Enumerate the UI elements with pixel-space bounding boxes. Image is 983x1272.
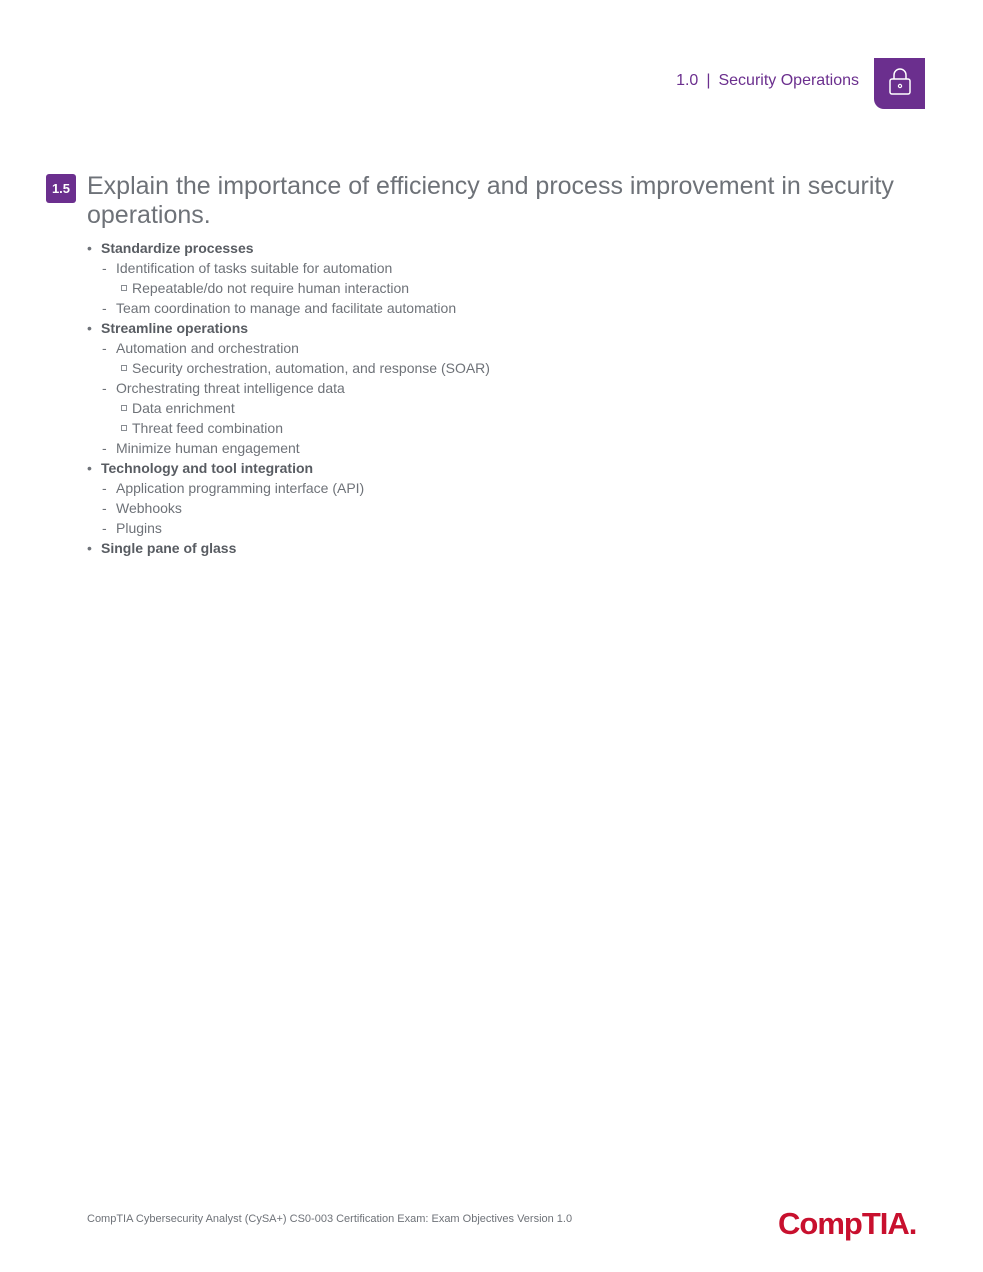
footer-text: CompTIA Cybersecurity Analyst (CySA+) CS0-003 Certification Exam: Exam Objectives Version 1.0 [87, 1213, 573, 1225]
outline-item-level-1: • Technology and tool integration [87, 458, 787, 478]
page-header [676, 72, 859, 90]
outline-item-level-3: Threat feed combination [87, 418, 787, 438]
outline-item-level-3: Repeatable/do not require human interaction [87, 278, 787, 298]
objective-number-badge: 1.5 [46, 174, 76, 203]
outline-item-level-2: - Team coordination to manage and facilitate automation [87, 298, 787, 318]
comptia-logo: CompTIA. [778, 1206, 917, 1241]
outline-item-level-1: • Standardize processes [87, 238, 787, 258]
lock-icon [887, 66, 913, 101]
objective-title: Explain the importance of efficiency and process improvement in security operations. [87, 172, 894, 229]
outline-item-level-2: - Webhooks [87, 498, 787, 518]
section-title: Security Operations [718, 72, 859, 89]
outline-item-level-1: • Streamline operations [87, 318, 787, 338]
outline-item-level-2: - Orchestrating threat intelligence data [87, 378, 787, 398]
outline-item-level-2: - Plugins [87, 518, 787, 538]
outline-item-level-2: - Automation and orchestration [87, 338, 787, 358]
outline-item-level-3: Data enrichment [87, 398, 787, 418]
section-tab [874, 58, 925, 109]
outline-item-level-2: - Identification of tasks suitable for automation [87, 258, 787, 278]
outline-item-level-3: Security orchestration, automation, and response (SOAR) [87, 358, 787, 378]
outline-item-level-2: - Application programming interface (API) [87, 478, 787, 498]
outline-item-level-2: - Minimize human engagement [87, 438, 787, 458]
header-separator: | [706, 72, 711, 89]
section-number: 1.0 [676, 72, 699, 89]
outline-item-level-1: • Single pane of glass [87, 538, 787, 558]
objective-outline [87, 238, 787, 558]
